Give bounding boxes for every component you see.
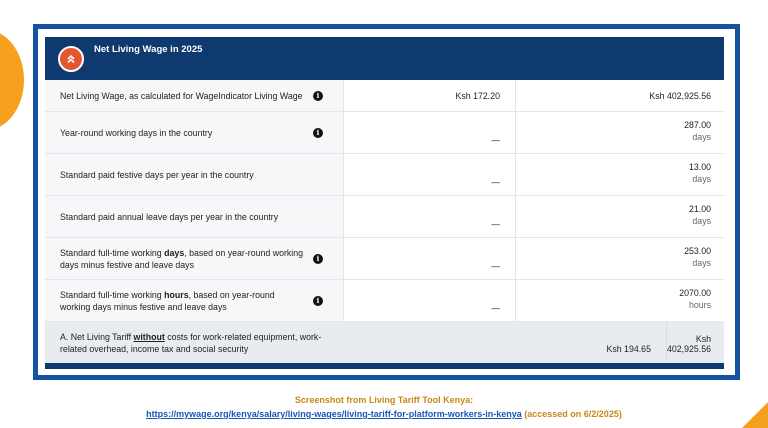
row-unit: hours [688, 300, 711, 310]
source-caption [0, 393, 768, 421]
row-annual-cell [515, 280, 724, 321]
table-row [45, 154, 724, 196]
row-label-cell [45, 196, 343, 237]
row-annual-cell [515, 196, 724, 237]
row-label-cell [45, 154, 343, 195]
living-wage-card [45, 37, 724, 374]
table-row [45, 112, 724, 154]
row-label-cell [45, 112, 343, 153]
table-row [45, 196, 724, 238]
row-annual-value: 21.00 [688, 204, 711, 214]
info-icon[interactable]: i [313, 91, 323, 101]
accessed-date: (accessed on 6/2/2025) [521, 409, 622, 419]
total-label: A. Net Living Tariff without costs for work-related equipment, work-related overhead, income tax and social security [60, 331, 322, 354]
row-label-cell [45, 238, 343, 279]
row-unit: days [692, 132, 711, 142]
row-label: Standard paid festive days per year in the country [60, 169, 254, 180]
row-annual-value: 2070.00 [679, 288, 711, 298]
row-hourly-value: — [343, 196, 515, 237]
row-label: Standard full-time working hours, based on year-round working days minus festive and leave days [60, 289, 275, 312]
row-annual-cell [515, 238, 724, 279]
source-link[interactable]: https://mywage.org/kenya/salary/living-wages/living-tariff-for-platform-workers-in-kenya [146, 409, 522, 419]
row-annual-value: 13.00 [688, 162, 711, 172]
collapse-button[interactable] [58, 46, 84, 72]
total-label-cell [45, 322, 499, 363]
info-icon[interactable]: i [313, 254, 323, 264]
row-unit: days [692, 216, 711, 226]
row-unit: days [692, 174, 711, 184]
row-annual-cell [515, 80, 724, 111]
row-annual-cell [515, 112, 724, 153]
screenshot-frame [33, 24, 740, 380]
row-label: Standard paid annual leave days per year in the country [60, 211, 279, 222]
section-header [45, 37, 724, 80]
row-unit: days [692, 258, 711, 268]
row-annual-value: Ksh 402,925.56 [649, 90, 711, 101]
info-icon[interactable]: i [313, 128, 323, 138]
wage-table [45, 80, 724, 322]
row-label: Net Living Wage, as calculated for WageIndicator Living Wage [60, 90, 303, 101]
row-annual-value: 253.00 [684, 246, 711, 256]
row-annual-value: 287.00 [684, 120, 711, 130]
row-hourly-value: — [343, 238, 515, 279]
row-label-cell [45, 80, 343, 111]
card-footer-bar [45, 363, 724, 369]
total-hourly-value: Ksh 194.65 [606, 344, 651, 354]
row-hourly-value: — [343, 154, 515, 195]
total-annual-value: Ksh 402,925.56 [666, 322, 724, 363]
caption-title: Screenshot from Living Tariff Tool Kenya: [294, 395, 474, 405]
table-row [45, 280, 724, 322]
chevron-double-up-icon [65, 53, 77, 65]
row-label-cell [45, 280, 343, 321]
row-hourly-value: Ksh 172.20 [343, 80, 515, 111]
row-annual-cell [515, 154, 724, 195]
row-hourly-value: — [343, 112, 515, 153]
row-hourly-value: — [343, 280, 515, 321]
total-row [45, 322, 724, 363]
row-label: Year-round working days in the country [60, 127, 213, 138]
section-title: Net Living Wage in 2025 [94, 44, 203, 55]
info-icon[interactable]: i [313, 296, 323, 306]
table-row [45, 80, 724, 112]
row-label: Standard full-time working days, based on year-round working days minus festive and leave days [60, 247, 304, 270]
table-row [45, 238, 724, 280]
decorative-orange-circle [0, 30, 24, 130]
